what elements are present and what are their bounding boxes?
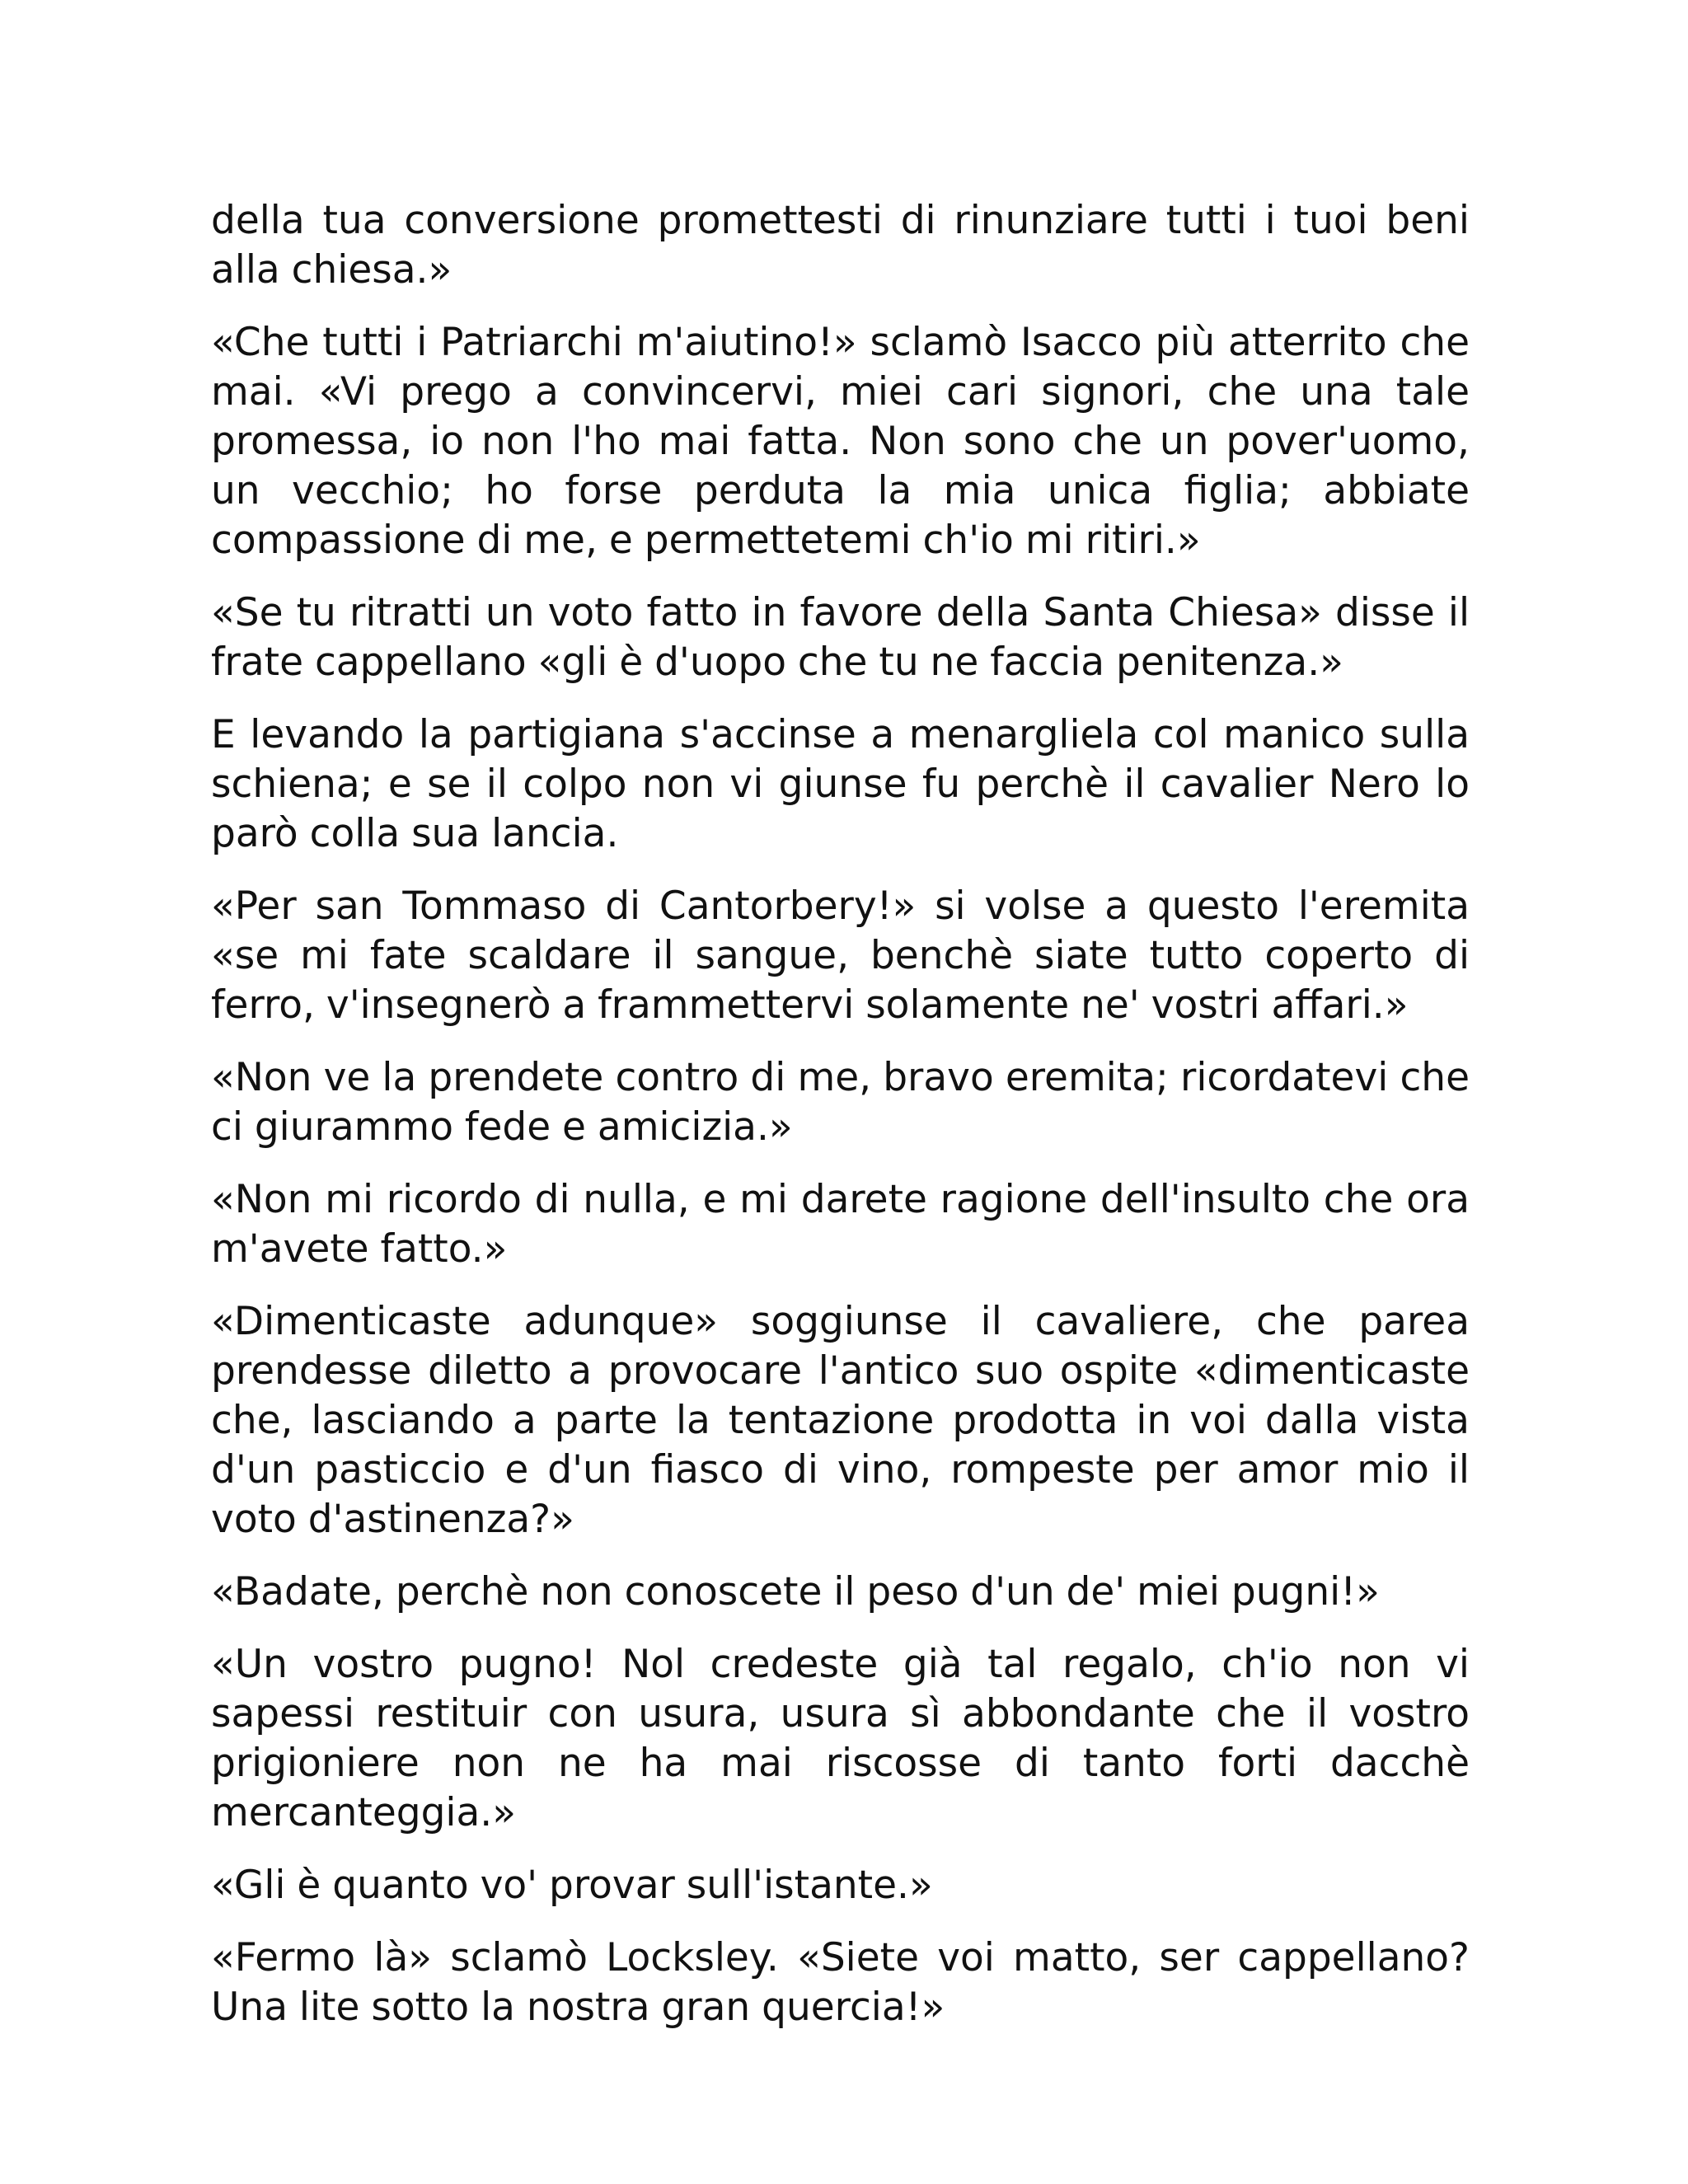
body-text: [211, 196, 1470, 2055]
paragraph: E levando la partigiana s'accinse a menargliela col manico sulla schiena; e se il colpo non vi giunse fu perchè il cavalier Nero lo parò colla sua lancia.: [211, 712, 1470, 856]
paragraph: «Dimenticaste adunque» soggiunse il cavaliere, che parea prendesse diletto a provocare l'antico suo ospite «dimenticaste che, lasciando a parte la tentazione prodotta in voi dalla vista d'un pasticcio e d'un fiasco di vino, rompeste per amor mio il voto d'astinenza?»: [211, 1299, 1470, 1542]
paragraph: «Se tu ritratti un voto fatto in favore della Santa Chiesa» disse il frate cappellano «gli è d'uopo che tu ne faccia penitenza.»: [211, 590, 1470, 685]
paragraph: «Gli è quanto vo' provar sull'istante.»: [211, 1863, 933, 1908]
paragraph: «Che tutti i Patriarchi m'aiutino!» sclamò Isacco più atterrito che mai. «Vi prego a convincervi, miei cari signori, che una tale promessa, io non l'ho mai fatta. Non sono che un pover'uomo, un vecchio; ho forse perduta la mia unica figlia; abbiate compassione di me, e permettetemi ch'io mi ritiri.»: [211, 320, 1470, 563]
paragraph: «Non mi ricordo di nulla, e mi darete ragione dell'insulto che ora m'avete fatto.»: [211, 1177, 1470, 1272]
paragraph: «Fermo là» sclamò Locksley. «Siete voi matto, ser cappellano? Una lite sotto la nostra gran quercia!»: [211, 1935, 1470, 2030]
paragraph: «Per san Tommaso di Cantorbery!» si volse a questo l'eremita «se mi fate scaldare il sangue, benchè siate tutto coperto di ferro, v'insegnerò a frammettervi solamente ne' vostri affari.»: [211, 883, 1470, 1028]
paragraph: della tua conversione promettesti di rinunziare tutti i tuoi beni alla chiesa.»: [211, 198, 1470, 293]
paragraph: «Badate, perchè non conoscete il peso d'un de' miei pugni!»: [211, 1569, 1380, 1615]
paragraph: «Non ve la prendete contro di me, bravo eremita; ricordatevi che ci giurammo fede e amicizia.»: [211, 1055, 1470, 1150]
paragraph: «Un vostro pugno! Nol credeste già tal regalo, ch'io non vi sapessi restituir con usura, usura sì abbondante che il vostro prigioniere non ne ha mai riscosse di tanto forti dacchè mercanteggia.»: [211, 1642, 1470, 1835]
